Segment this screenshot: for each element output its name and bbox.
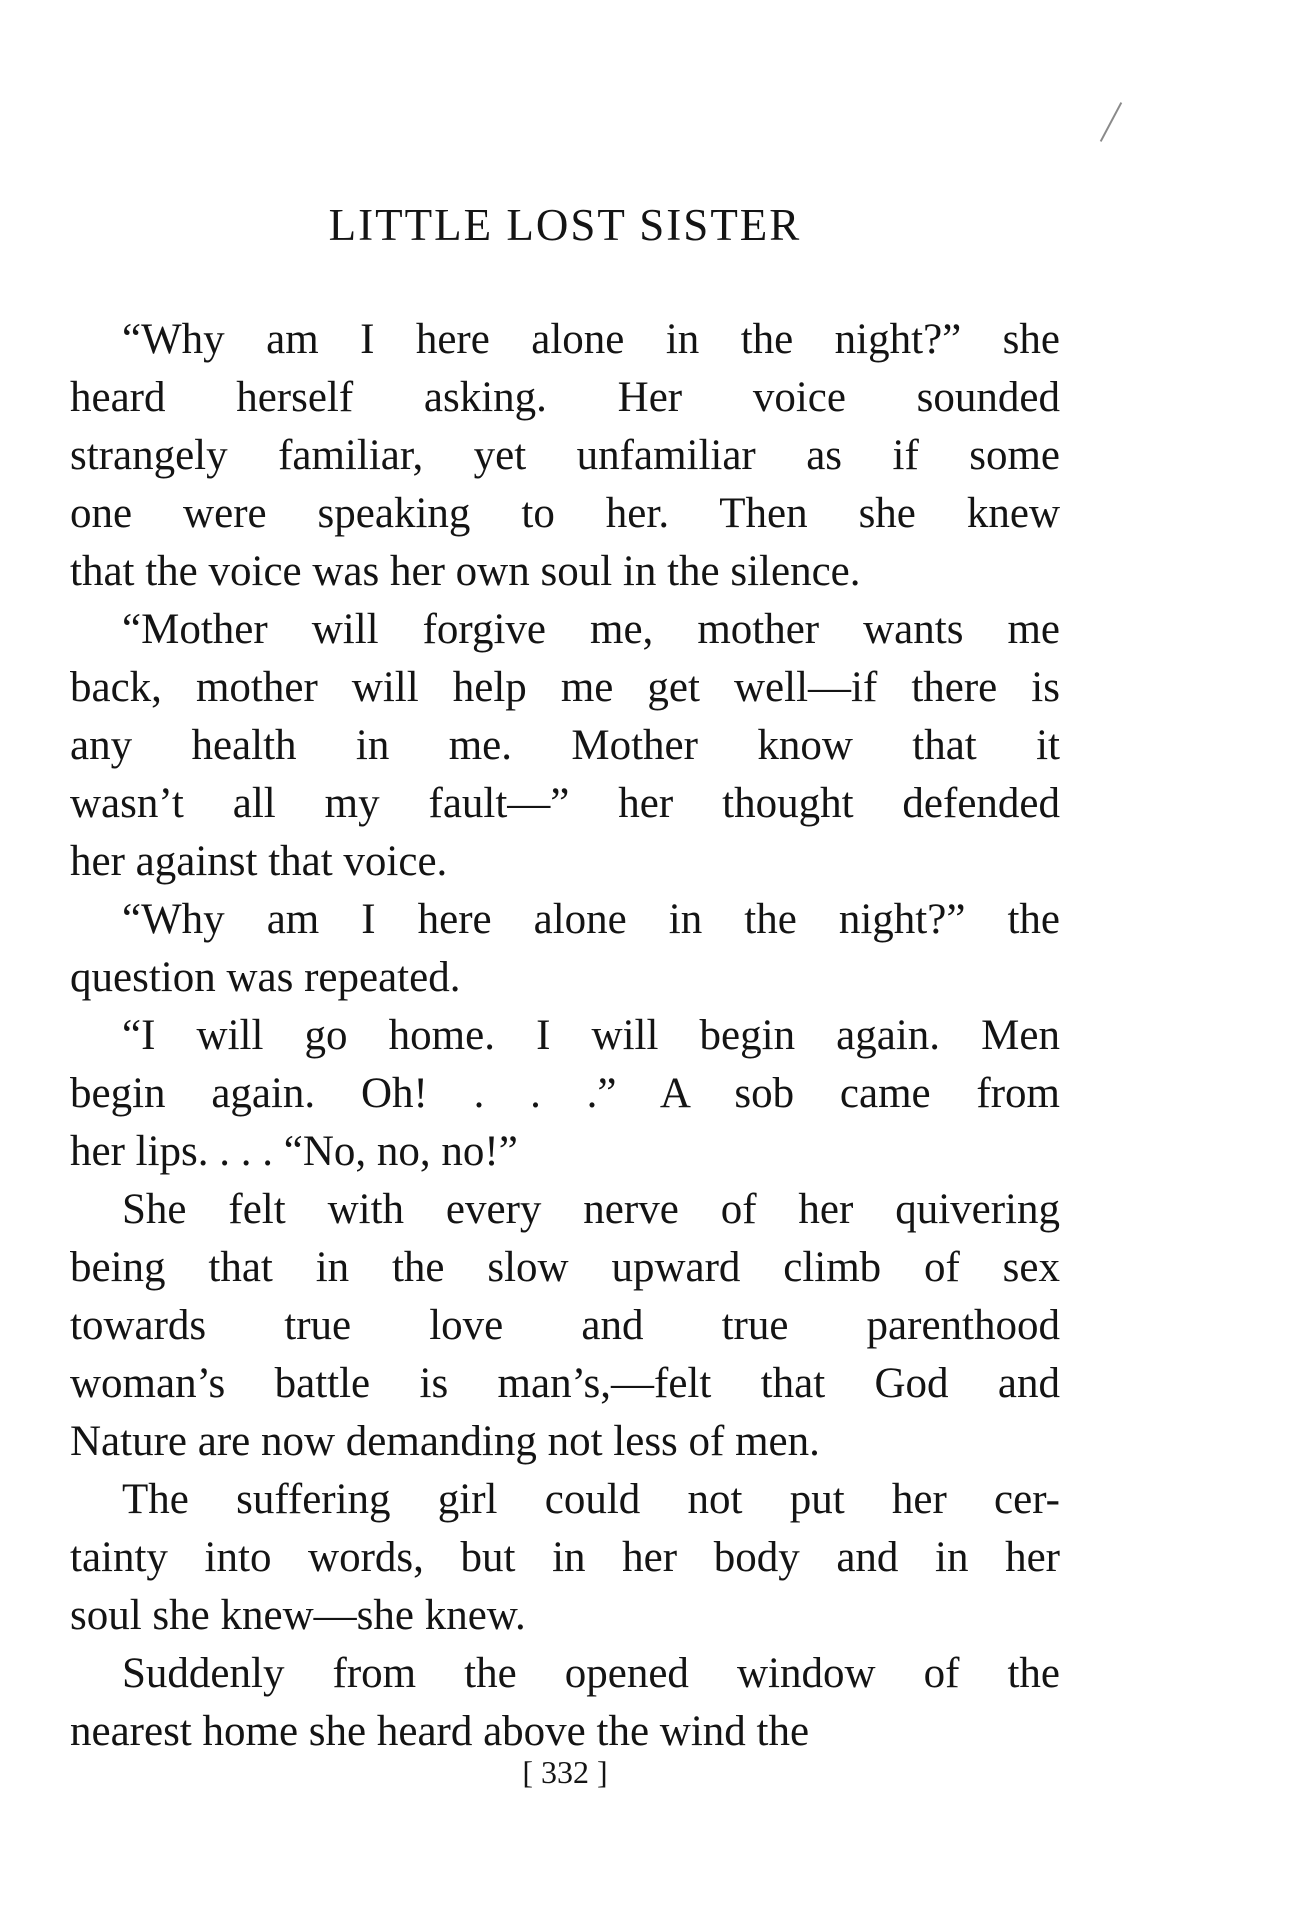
text-line: that the voice was her own soul in the silence.	[70, 548, 861, 595]
paragraph	[70, 1471, 1060, 1645]
paragraph	[70, 601, 1060, 891]
text-line: wasn’t all my fault—” her thought defended	[70, 780, 1060, 827]
text-line: any health in me. Mother know that it	[70, 722, 1060, 769]
text-line: heard herself asking. Her voice sounded	[70, 374, 1060, 421]
text-line: “Mother will forgive me, mother wants me	[122, 606, 1060, 653]
text-line: woman’s battle is man’s,—felt that God and	[70, 1360, 1060, 1407]
body-text	[70, 311, 1060, 1761]
text-line: one were speaking to her. Then she knew	[70, 490, 1060, 537]
paragraph	[70, 891, 1060, 1007]
running-head: LITTLE LOST SISTER	[328, 200, 802, 250]
text-line: She felt with every nerve of her quivering	[122, 1186, 1060, 1233]
text-line: Suddenly from the opened window of the	[122, 1650, 1060, 1697]
text-line: towards true love and true parenthood	[70, 1302, 1060, 1349]
text-line: tainty into words, but in her body and in her	[70, 1534, 1060, 1581]
text-line: her against that voice.	[70, 838, 448, 885]
paper-scratch-mark	[1100, 102, 1122, 142]
text-line: strangely familiar, yet unfamiliar as if some	[70, 432, 1060, 479]
paragraph	[70, 1645, 1060, 1761]
text-line: being that in the slow upward climb of sex	[70, 1244, 1060, 1291]
text-line: back, mother will help me get well—if there is	[70, 664, 1060, 711]
text-line: Nature are now demanding not less of men.	[70, 1418, 820, 1465]
text-line: “I will go home. I will begin again. Men	[122, 1012, 1060, 1059]
text-line: nearest home she heard above the wind the	[70, 1708, 810, 1755]
page-number: [ 332 ]	[522, 1754, 608, 1790]
text-line: begin again. Oh! . . .” A sob came from	[70, 1070, 1060, 1117]
paragraph	[70, 1007, 1060, 1181]
text-line: “Why am I here alone in the night?” she	[122, 316, 1060, 363]
text-line: soul she knew—she knew.	[70, 1592, 526, 1639]
text-line: question was repeated.	[70, 954, 461, 1001]
paragraph	[70, 311, 1060, 601]
paragraph	[70, 1181, 1060, 1471]
text-line: “Why am I here alone in the night?” the	[122, 896, 1060, 943]
text-line: The suffering girl could not put her cer-	[122, 1476, 1060, 1523]
text-line: her lips. . . . “No, no, no!”	[70, 1128, 518, 1175]
